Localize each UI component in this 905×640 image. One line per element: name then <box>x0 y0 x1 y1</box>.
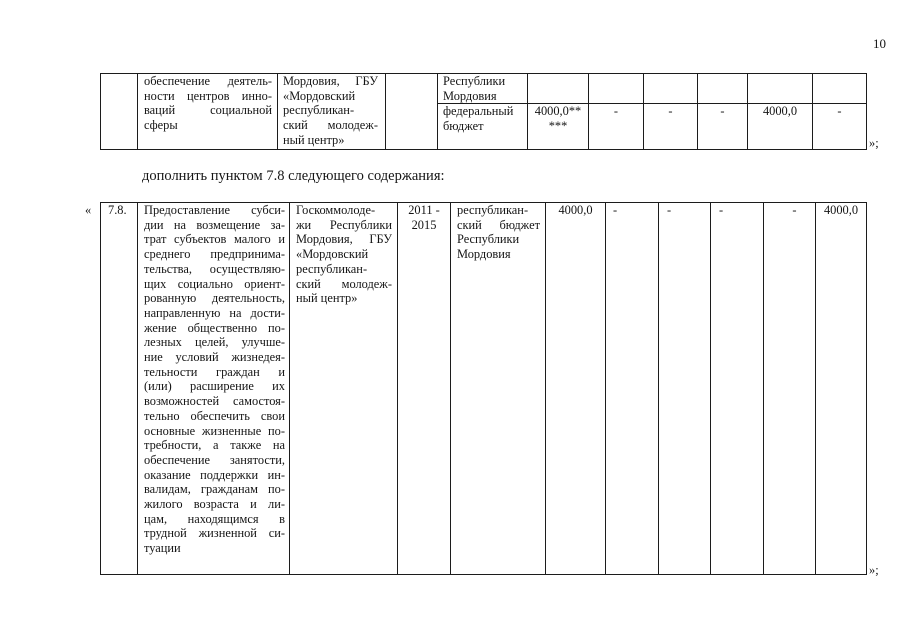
amount-cell: - <box>764 203 816 575</box>
amount-cell: 4000,0 <box>748 104 813 150</box>
executor-line: ский молодеж- <box>296 276 392 291</box>
description-line: ности центров инно- <box>144 88 272 103</box>
description-cell <box>138 203 290 575</box>
amount-cell: - <box>606 203 659 575</box>
amount-cell: 4000,0 <box>546 203 606 575</box>
item-number-cell: 7.8. <box>101 203 138 575</box>
description-line: туации <box>144 541 181 556</box>
description-line: основные жизненные по- <box>144 423 285 438</box>
description-line: жение общественно по- <box>144 320 285 335</box>
closing-quote: »; <box>869 136 879 150</box>
executor-line: ный центр» <box>283 132 345 147</box>
period-cell <box>398 203 451 575</box>
description-line: тельства, осуществляю- <box>144 261 285 276</box>
executor-line: республикан- <box>283 103 355 118</box>
amount-cell <box>813 74 867 104</box>
funding-source-cell <box>438 74 528 104</box>
item-number-cell <box>101 74 138 150</box>
amount-cell: - <box>813 104 867 150</box>
amount-cell <box>698 74 748 104</box>
amount-cell: - <box>659 203 711 575</box>
amount-cell <box>528 74 589 104</box>
funding-source-cell <box>438 104 528 150</box>
description-line: жилого возраста и ли- <box>144 497 285 512</box>
amount-cell: - <box>711 203 764 575</box>
funding-source-line: Мордовия <box>457 247 511 262</box>
description-cell <box>138 74 278 150</box>
amount-cell <box>589 74 644 104</box>
description-line: среднего предпринима- <box>144 247 285 262</box>
description-line: обеспечение деятель- <box>144 74 272 88</box>
description-line: (или) расширение их <box>144 379 285 394</box>
description-line: ние условий жизнедея- <box>144 350 285 365</box>
funding-source-line: бюджет <box>443 119 484 134</box>
new-item-table <box>100 202 867 575</box>
executor-cell <box>278 74 386 150</box>
amount-cell: - <box>644 104 698 150</box>
executor-line: «Мордовский <box>296 247 369 262</box>
amount-line: 4000,0** <box>534 104 582 119</box>
description-line: валидам, гражданам по- <box>144 482 285 497</box>
executor-line: ный центр» <box>296 291 358 306</box>
executor-cell <box>290 203 398 575</box>
executor-line: Мордовия, ГБУ <box>283 74 378 88</box>
description-line: тельно обеспечить свои <box>144 408 285 423</box>
executor-line: жи Республики <box>296 217 392 232</box>
amount-cell <box>644 74 698 104</box>
description-line: трат субъектов малого и <box>144 232 285 247</box>
description-line: трудной жизненной си- <box>144 526 285 541</box>
description-line: возможностей самостоя- <box>144 394 285 409</box>
funding-source-line: ский бюджет <box>457 217 540 232</box>
table-row <box>101 203 867 575</box>
period-cell <box>386 74 438 150</box>
executor-line: ский молодеж- <box>283 118 378 133</box>
funding-source-line: Республики <box>457 232 520 247</box>
funding-source-line: республикан- <box>457 203 529 217</box>
amount-cell <box>528 104 589 150</box>
amount-cell: - <box>589 104 644 150</box>
period-line: 2015 <box>411 217 437 232</box>
description-line: обеспечение занятости, <box>144 452 285 467</box>
funding-source-line: федеральный <box>443 104 514 119</box>
opening-quote: « <box>85 203 92 217</box>
description-line: рованную деятельность, <box>144 291 285 306</box>
description-line: Предоставление субси- <box>144 203 285 217</box>
amendment-instruction: дополнить пунктом 7.8 следующего содержания: <box>142 168 445 184</box>
description-line: направленную на дости- <box>144 305 285 320</box>
description-line: лезных целей, улучше- <box>144 335 285 350</box>
description-line: оказание поддержки ин- <box>144 467 285 482</box>
executor-line: Госкоммолоде- <box>296 203 376 217</box>
description-line: требности, а также на <box>144 438 285 453</box>
executor-line: «Мордовский <box>283 88 356 103</box>
executor-line: республикан- <box>296 261 368 276</box>
period-line: 2011 - <box>408 203 440 217</box>
closing-quote: »; <box>869 563 879 577</box>
funding-source-line: Республики <box>443 74 506 88</box>
amount-cell: 4000,0 <box>816 203 867 575</box>
description-line: цам, находящимся в <box>144 511 285 526</box>
page-number: 10 <box>873 36 886 51</box>
description-line: дии на возмещение за- <box>144 217 285 232</box>
amount-line: *** <box>548 119 568 134</box>
amount-cell: - <box>698 104 748 150</box>
description-line: ваций социальной <box>144 103 272 118</box>
continuation-table <box>100 73 867 150</box>
description-line: щих социально ориент- <box>144 276 285 291</box>
amount-cell <box>748 74 813 104</box>
description-line: тельности граждан и <box>144 364 285 379</box>
funding-source-line: Мордовия <box>443 88 497 103</box>
executor-line: Мордовия, ГБУ <box>296 232 392 247</box>
table-row <box>101 74 867 104</box>
description-line: сферы <box>144 118 178 133</box>
funding-source-cell <box>451 203 546 575</box>
